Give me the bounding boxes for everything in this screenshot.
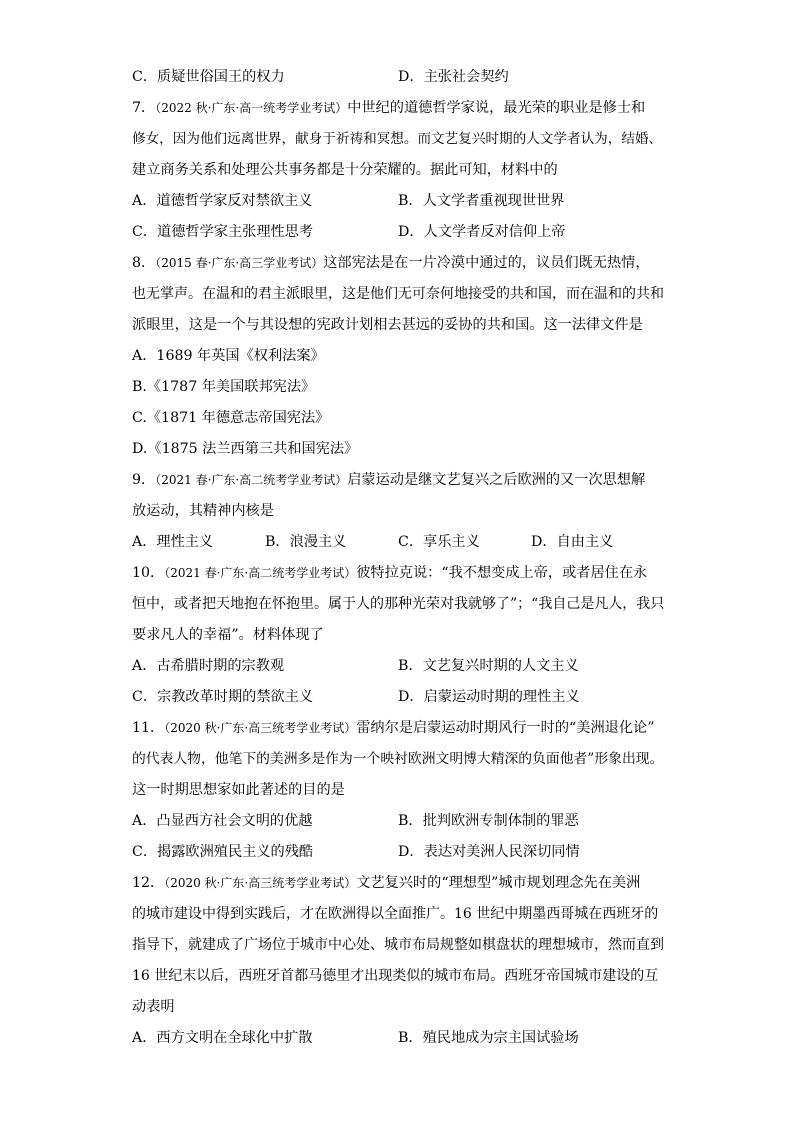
q10-number: 10．	[132, 565, 165, 581]
q9-options-row	[132, 527, 664, 558]
q11-options-row-1	[132, 806, 664, 837]
q10-line-2: 恒中，或者把天地抱在怀抱里。属于人的那种光荣对我就够了”；“我自己是凡人，我只	[132, 596, 665, 612]
q8-option-b: B.《1787 年美国联邦宪法》	[132, 379, 316, 395]
question-10	[132, 558, 664, 713]
q7-line-2: 修女，因为他们远离世界，献身于祈祷和冥想。而文艺复兴时期的人文学者认为，结婚、	[132, 131, 663, 147]
q10-option-b: B．文艺复兴时期的人文主义	[398, 658, 579, 674]
q12-text-1: 文艺复兴时的“理想型”城市规划理念先在美洲	[356, 875, 641, 891]
q8-option-d: D.《1875 法兰西第三共和国宪法》	[132, 441, 359, 457]
q9-option-a: A．理性主义	[132, 534, 214, 550]
q7-line-3: 建立商务关系和处理公共事务都是十分荣耀的。据此可知，材料中的	[132, 162, 558, 178]
question-12	[132, 868, 664, 1054]
q10-option-c: C．宗教改革时期的禁欲主义	[132, 689, 314, 705]
q12-line-5: 动表明	[132, 999, 175, 1015]
q7-option-a: A．道德哲学家反对禁欲主义	[132, 193, 313, 209]
q10-line-3: 要求凡人的幸福”。材料体现了	[132, 627, 324, 643]
q7-option-d: D．人文学者反对信仰上帝	[398, 224, 566, 240]
q10-line-1	[132, 558, 664, 589]
q8-text-1: 这部宪法是在一片冷漠中通过的，议员们既无热情，	[323, 255, 650, 271]
question-11	[132, 713, 664, 868]
q12-line-4: 16 世纪末以后，西班牙首都马德里才出现类似的城市布局。西班牙帝国城市建设的互	[132, 968, 659, 984]
q11-line-1	[132, 713, 664, 744]
q10-source: （2021 春·广东·高二统考学业考试）	[164, 566, 357, 580]
q9-line-2: 放运动，其精神内核是	[132, 503, 274, 519]
q12-line-2: 的城市建设中得到实践后，才在欧洲得以全面推广。16 世纪中期墨西哥城在西班牙的	[132, 906, 659, 922]
q12-line-1	[132, 868, 664, 899]
q8-option-a: A．1689 年英国《权利法案》	[132, 348, 325, 364]
q10-option-d: D．启蒙运动时期的理性主义	[398, 689, 580, 705]
q11-option-d: D．表达对美洲人民深切同情	[398, 844, 580, 860]
q11-option-a: A．凸显西方社会文明的优越	[132, 813, 313, 829]
question-8	[132, 248, 664, 465]
q7-line-1	[132, 93, 664, 124]
question-7	[132, 93, 664, 248]
q7-text-1: 中世纪的道德哲学家说，最光荣的职业是修士和	[347, 100, 646, 116]
q10-text-1: 彼特拉克说：“我不想变成上帝，或者居住在永	[356, 565, 648, 581]
q9-text-1: 启蒙运动是继文艺复兴之后欧洲的又一次思想解	[347, 472, 646, 488]
q12-source: （2020 秋·广东·高三统考学业考试）	[164, 876, 357, 890]
q12-option-b: B．殖民地成为宗主国试验场	[398, 1030, 579, 1046]
q11-line-2: 的代表人物，他笔下的美洲多是作为一个映衬欧洲文明博大精深的负面他者”形象出现。	[132, 751, 664, 767]
q8-line-3: 派眼里，这是一个与其设想的宪政计划相去甚远的妥协的共和国。这一法律文件是	[132, 317, 643, 333]
q11-option-c: C．揭露欧洲殖民主义的残酷	[132, 844, 314, 860]
q9-option-d: D．自由主义	[531, 534, 614, 550]
q9-line-1	[132, 465, 664, 496]
q10-options-row-2	[132, 682, 664, 713]
question-9	[132, 465, 664, 558]
q10-options-row-1	[132, 651, 664, 682]
q11-number: 11．	[132, 720, 165, 736]
q9-option-c: C．享乐主义	[398, 534, 480, 550]
q11-option-b: B．批判欧洲专制体制的罪恶	[398, 813, 579, 829]
q7-options-row-1	[132, 186, 664, 217]
q7-source: （2022 秋·广东·高一统考学业考试）	[155, 101, 348, 115]
q9-source: （2021 春·广东·高二统考学业考试）	[155, 473, 348, 487]
q8-option-c: C.《1871 年德意志帝国宪法》	[132, 410, 330, 426]
q11-line-3: 这一时期思想家如此著述的目的是	[132, 782, 345, 798]
q12-option-a: A．西方文明在全球化中扩散	[132, 1030, 313, 1046]
q8-line-1	[132, 248, 664, 279]
q7-option-c: C．道德哲学家主张理性思考	[132, 224, 314, 240]
q10-option-a: A．古希腊时期的宗教观	[132, 658, 285, 674]
q8-line-2: 也无掌声。在温和的君主派眼里，这是他们无可奈何地接受的共和国，而在温和的共和	[132, 286, 664, 302]
q7-number: 7．	[132, 100, 156, 116]
q7-options-row-2	[132, 217, 664, 248]
q9-option-b: B．浪漫主义	[265, 534, 347, 550]
exam-content	[132, 62, 664, 1054]
q12-line-3: 指导下，就建成了广场位于城市中心处、城市布局规整如棋盘状的理想城市，然而直到	[132, 937, 664, 953]
q12-number: 12．	[132, 875, 165, 891]
q7-option-b: B．人文学者重视现世世界	[398, 193, 565, 209]
q12-options-row-1	[132, 1023, 664, 1054]
q11-options-row-2	[132, 837, 664, 868]
q6-options-row	[132, 62, 664, 93]
q8-number: 8．	[132, 255, 156, 271]
q9-number: 9．	[132, 472, 156, 488]
q11-source: （2020 秋·广东·高三统考学业考试）	[164, 721, 357, 735]
q8-source: （2015 春·广东·高三学业考试）	[155, 256, 324, 270]
q11-text-1: 雷纳尔是启蒙运动时期风行一时的“美洲退化论”	[356, 720, 655, 736]
q6-option-d: D．主张社会契约	[398, 69, 509, 85]
q6-option-c: C．质疑世俗国王的权力	[132, 69, 285, 85]
